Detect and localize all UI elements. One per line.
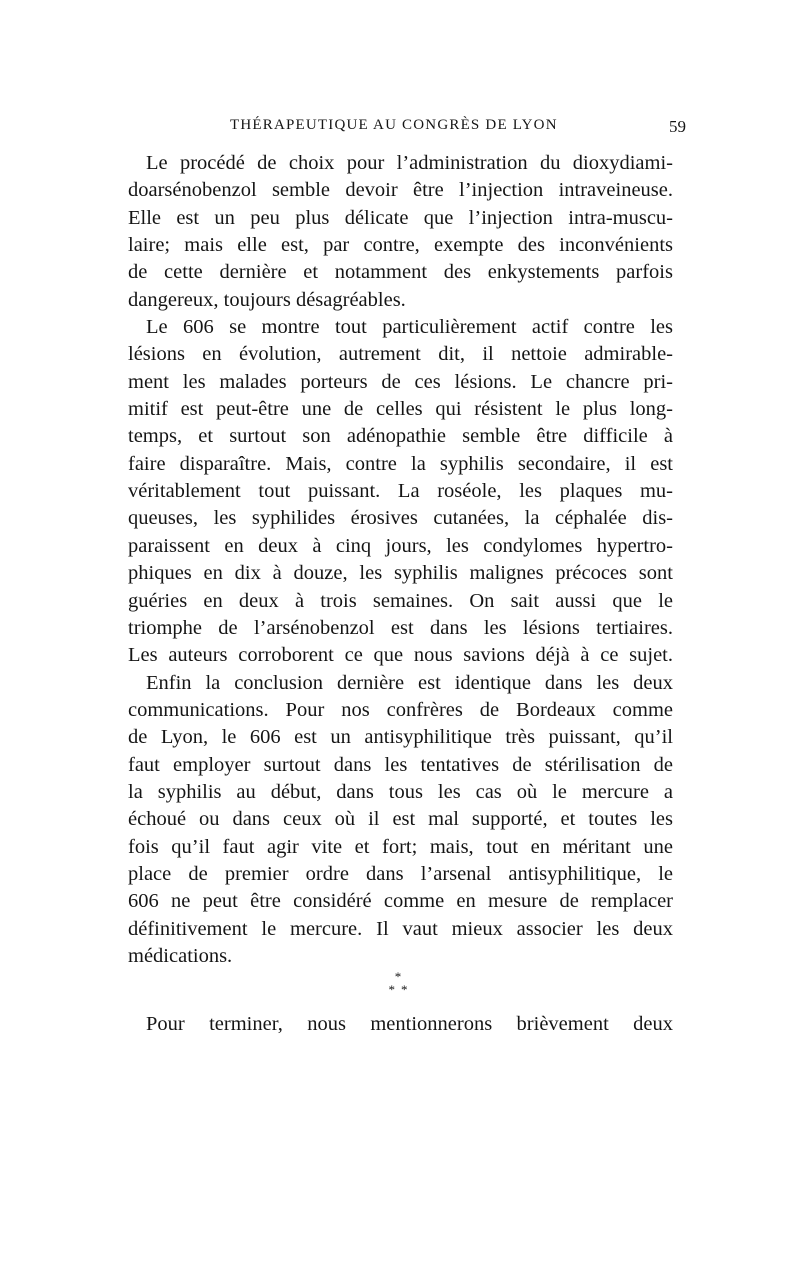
text-line: faire disparaître. Mais, contre la syphilis secondaire, il est [128,452,673,475]
page-number: 59 [669,117,686,136]
text-line: véritablement tout puissant. La roséole, les plaques mu- [128,480,673,503]
text-line: doarsénobenzol semble devoir être l’injection intraveineuse. [128,179,673,202]
text-line: 606 ne peut être considéré comme en mesure de remplacer [128,890,673,913]
text-line: Enfin la conclusion dernière est identique dans les deux [146,671,673,694]
text-line: ment les malades porteurs de ces lésions. Le chancre pri- [128,370,673,393]
text-line: queuses, les syphilides érosives cutanées, la céphalée dis- [128,507,673,530]
asterism-bottom: ** [388,982,414,997]
text-line: place de premier ordre dans l’arsenal antisyphilitique, le [128,862,673,885]
text-line: Le procédé de choix pour l’administration du dioxydiami- [146,152,673,174]
text-line: dangereux, toujours désagréables. [128,288,406,311]
text-line: mitif est peut-être une de celles qui résistent le plus long- [128,398,673,421]
text-line: faut employer surtout dans les tentatives de stérilisation de [128,753,673,776]
text-line: triomphe de l’arsénobenzol est dans les lésions tertiaires. [128,616,673,639]
text-line: paraissent en deux à cinq jours, les condylomes hypertro- [128,534,673,557]
text-line: la syphilis au début, dans tous les cas où le mercure a [128,780,673,803]
text-line: communications. Pour nos confrères de Bordeaux comme [128,698,673,721]
text-line: Pour terminer, nous mentionnerons brièvement deux [146,1013,673,1035]
text-line: temps, et surtout son adénopathie semble être difficile à [128,425,673,448]
text-line: Le 606 se montre tout particulièrement actif contre les [146,316,673,339]
text-line: Elle est un peu plus délicate que l’injection intra-muscu- [128,206,673,229]
text-line: de Lyon, le 606 est un antisyphilitique très puissant, qu’il [128,726,673,749]
text-line: définitivement le mercure. Il vaut mieux associer les deux [128,917,673,940]
text-line: médications. [128,944,233,967]
text-line: de cette dernière et notamment des enkystements parfois [128,261,673,284]
text-line: fois qu’il faut agir vite et fort; mais, tout en méritant une [128,835,673,858]
text-line: laire; mais elle est, par contre, exempte des inconvénients [128,234,673,257]
text-line: Les auteurs corroborent ce que nous savions déjà à ce sujet. [128,644,673,667]
running-title: THÉRAPEUTIQUE AU CONGRÈS DE LYON [230,117,558,133]
final-paragraph [128,1011,673,1038]
asterism-top: * [394,969,402,984]
running-head [130,117,686,141]
text-line: phiques en dix à douze, les syphilis malignes précoces sont [128,562,673,585]
text-line: lésions en évolution, autrement dit, il nettoie admirable- [128,343,673,366]
text-line: échoué ou dans ceux où il est mal supporté, et toutes les [128,808,673,831]
section-asterism [380,970,416,1010]
text-line: guéries en deux à trois semaines. On sait aussi que le [128,589,673,612]
body-text [128,150,673,970]
